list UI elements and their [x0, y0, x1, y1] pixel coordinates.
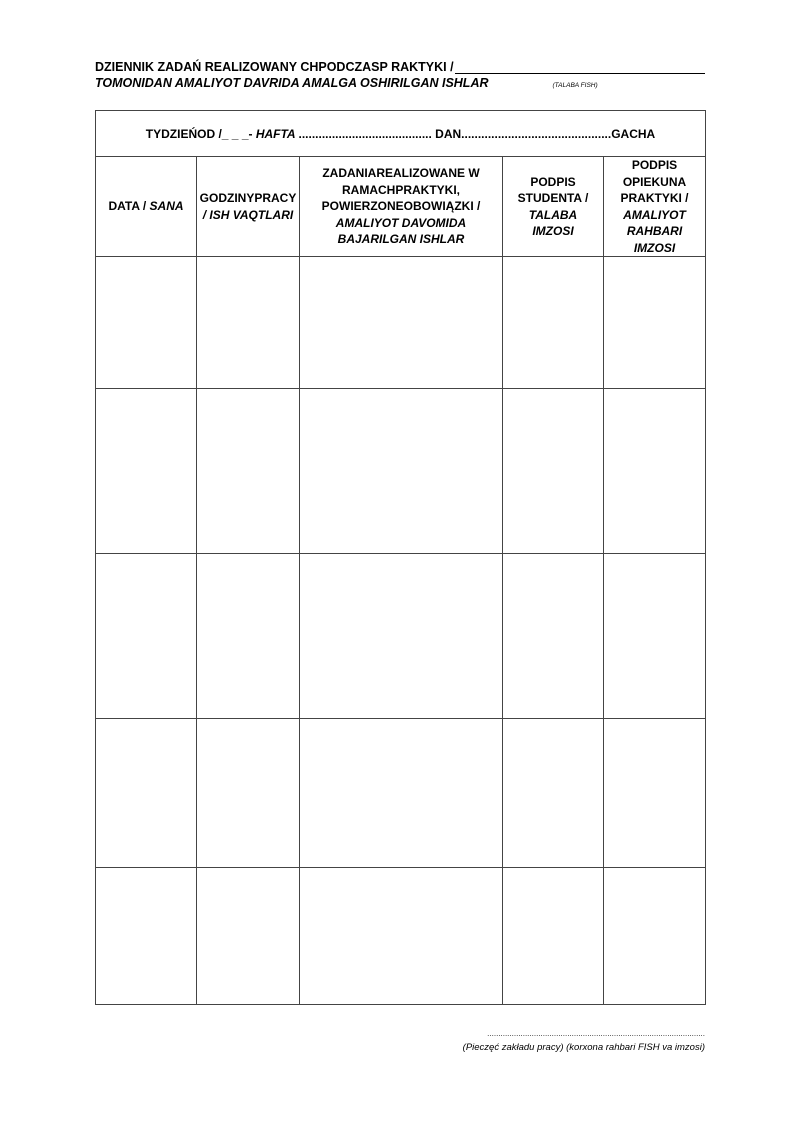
table-row [96, 257, 706, 389]
cell-tasks[interactable] [300, 719, 503, 868]
table-row [96, 719, 706, 868]
header-line-2 [95, 76, 705, 90]
cell-date[interactable] [96, 389, 197, 554]
week-label-pl: TYDZIEŃOD /_ _ _- [145, 126, 256, 141]
signature-footer [463, 1030, 705, 1053]
col-supervisor-signature [604, 157, 706, 257]
cell-date[interactable] [96, 554, 197, 719]
col-student-uz: TALABA IMZOSI [528, 207, 578, 238]
cell-date[interactable] [96, 257, 197, 389]
col-tasks [300, 157, 503, 257]
signature-note: (Pieczęć zakładu pracy) (korxona rahbari FISH va imzosi) [462, 1042, 705, 1053]
col-student-pl: PODPIS STUDENTA / [517, 174, 589, 205]
cell-student-signature[interactable] [503, 868, 604, 1005]
cell-student-signature[interactable] [503, 554, 604, 719]
title-line-1: DZIENNIK ZADAŃ REALIZOWANY CHPODCZASP RAKTYKI / [95, 60, 454, 74]
cell-hours[interactable] [197, 554, 300, 719]
cell-tasks[interactable] [300, 389, 503, 554]
col-student-signature [503, 157, 604, 257]
week-row [96, 111, 706, 157]
col-tasks-pl: ZADANIAREALIZOWANE W RAMACHPRAKTYKI, POWIERZONEOBOWIĄZKI / [321, 166, 481, 214]
table-row [96, 554, 706, 719]
col-date-pl: DATA / [108, 199, 150, 214]
col-date [96, 157, 197, 257]
col-date-uz: SANA [149, 199, 184, 214]
cell-date[interactable] [96, 719, 197, 868]
cell-tasks[interactable] [300, 257, 503, 389]
table-row [96, 389, 706, 554]
col-hours-uz: / ISH VAQTLARI [202, 207, 294, 222]
cell-supervisor-signature[interactable] [604, 554, 706, 719]
column-header-row [96, 157, 706, 257]
col-hours [197, 157, 300, 257]
col-hours-pl: GODZINYPRACY [199, 191, 297, 205]
cell-supervisor-signature[interactable] [604, 719, 706, 868]
cell-hours[interactable] [197, 389, 300, 554]
cell-student-signature[interactable] [503, 719, 604, 868]
week-range: ........................................ DAN.............................................GACHA [298, 126, 656, 141]
cell-hours[interactable] [197, 719, 300, 868]
journal-table [95, 110, 706, 1005]
table-row [96, 868, 706, 1005]
cell-supervisor-signature[interactable] [604, 257, 706, 389]
cell-hours[interactable] [197, 257, 300, 389]
cell-tasks[interactable] [300, 554, 503, 719]
week-label-uz: HAFTA [255, 126, 299, 141]
col-tasks-uz: AMALIYOT DAVOMIDA BAJARILGAN ISHLAR [335, 215, 467, 247]
cell-hours[interactable] [197, 868, 300, 1005]
cell-supervisor-signature[interactable] [604, 389, 706, 554]
cell-date[interactable] [96, 868, 197, 1005]
signature-dotted-line[interactable]: .................................................................................................. [487, 1029, 705, 1038]
col-supervisor-pl: PODPIS OPIEKUNA PRAKTYKI / [620, 158, 689, 205]
col-supervisor-uz: AMALIYOT RAHBARI IMZOSI [623, 207, 686, 255]
cell-supervisor-signature[interactable] [604, 868, 706, 1005]
week-cell[interactable] [96, 111, 706, 157]
cell-student-signature[interactable] [503, 257, 604, 389]
name-fill-line[interactable] [455, 61, 705, 74]
cell-student-signature[interactable] [503, 389, 604, 554]
title-line-2: TOMONIDAN AMALIYOT DAVRIDA AMALGA OSHIRILGAN ISHLAR [95, 76, 489, 90]
document-header [95, 60, 705, 90]
header-line-1 [95, 60, 705, 74]
cell-tasks[interactable] [300, 868, 503, 1005]
small-note: (TALABA FISH) [552, 82, 598, 89]
